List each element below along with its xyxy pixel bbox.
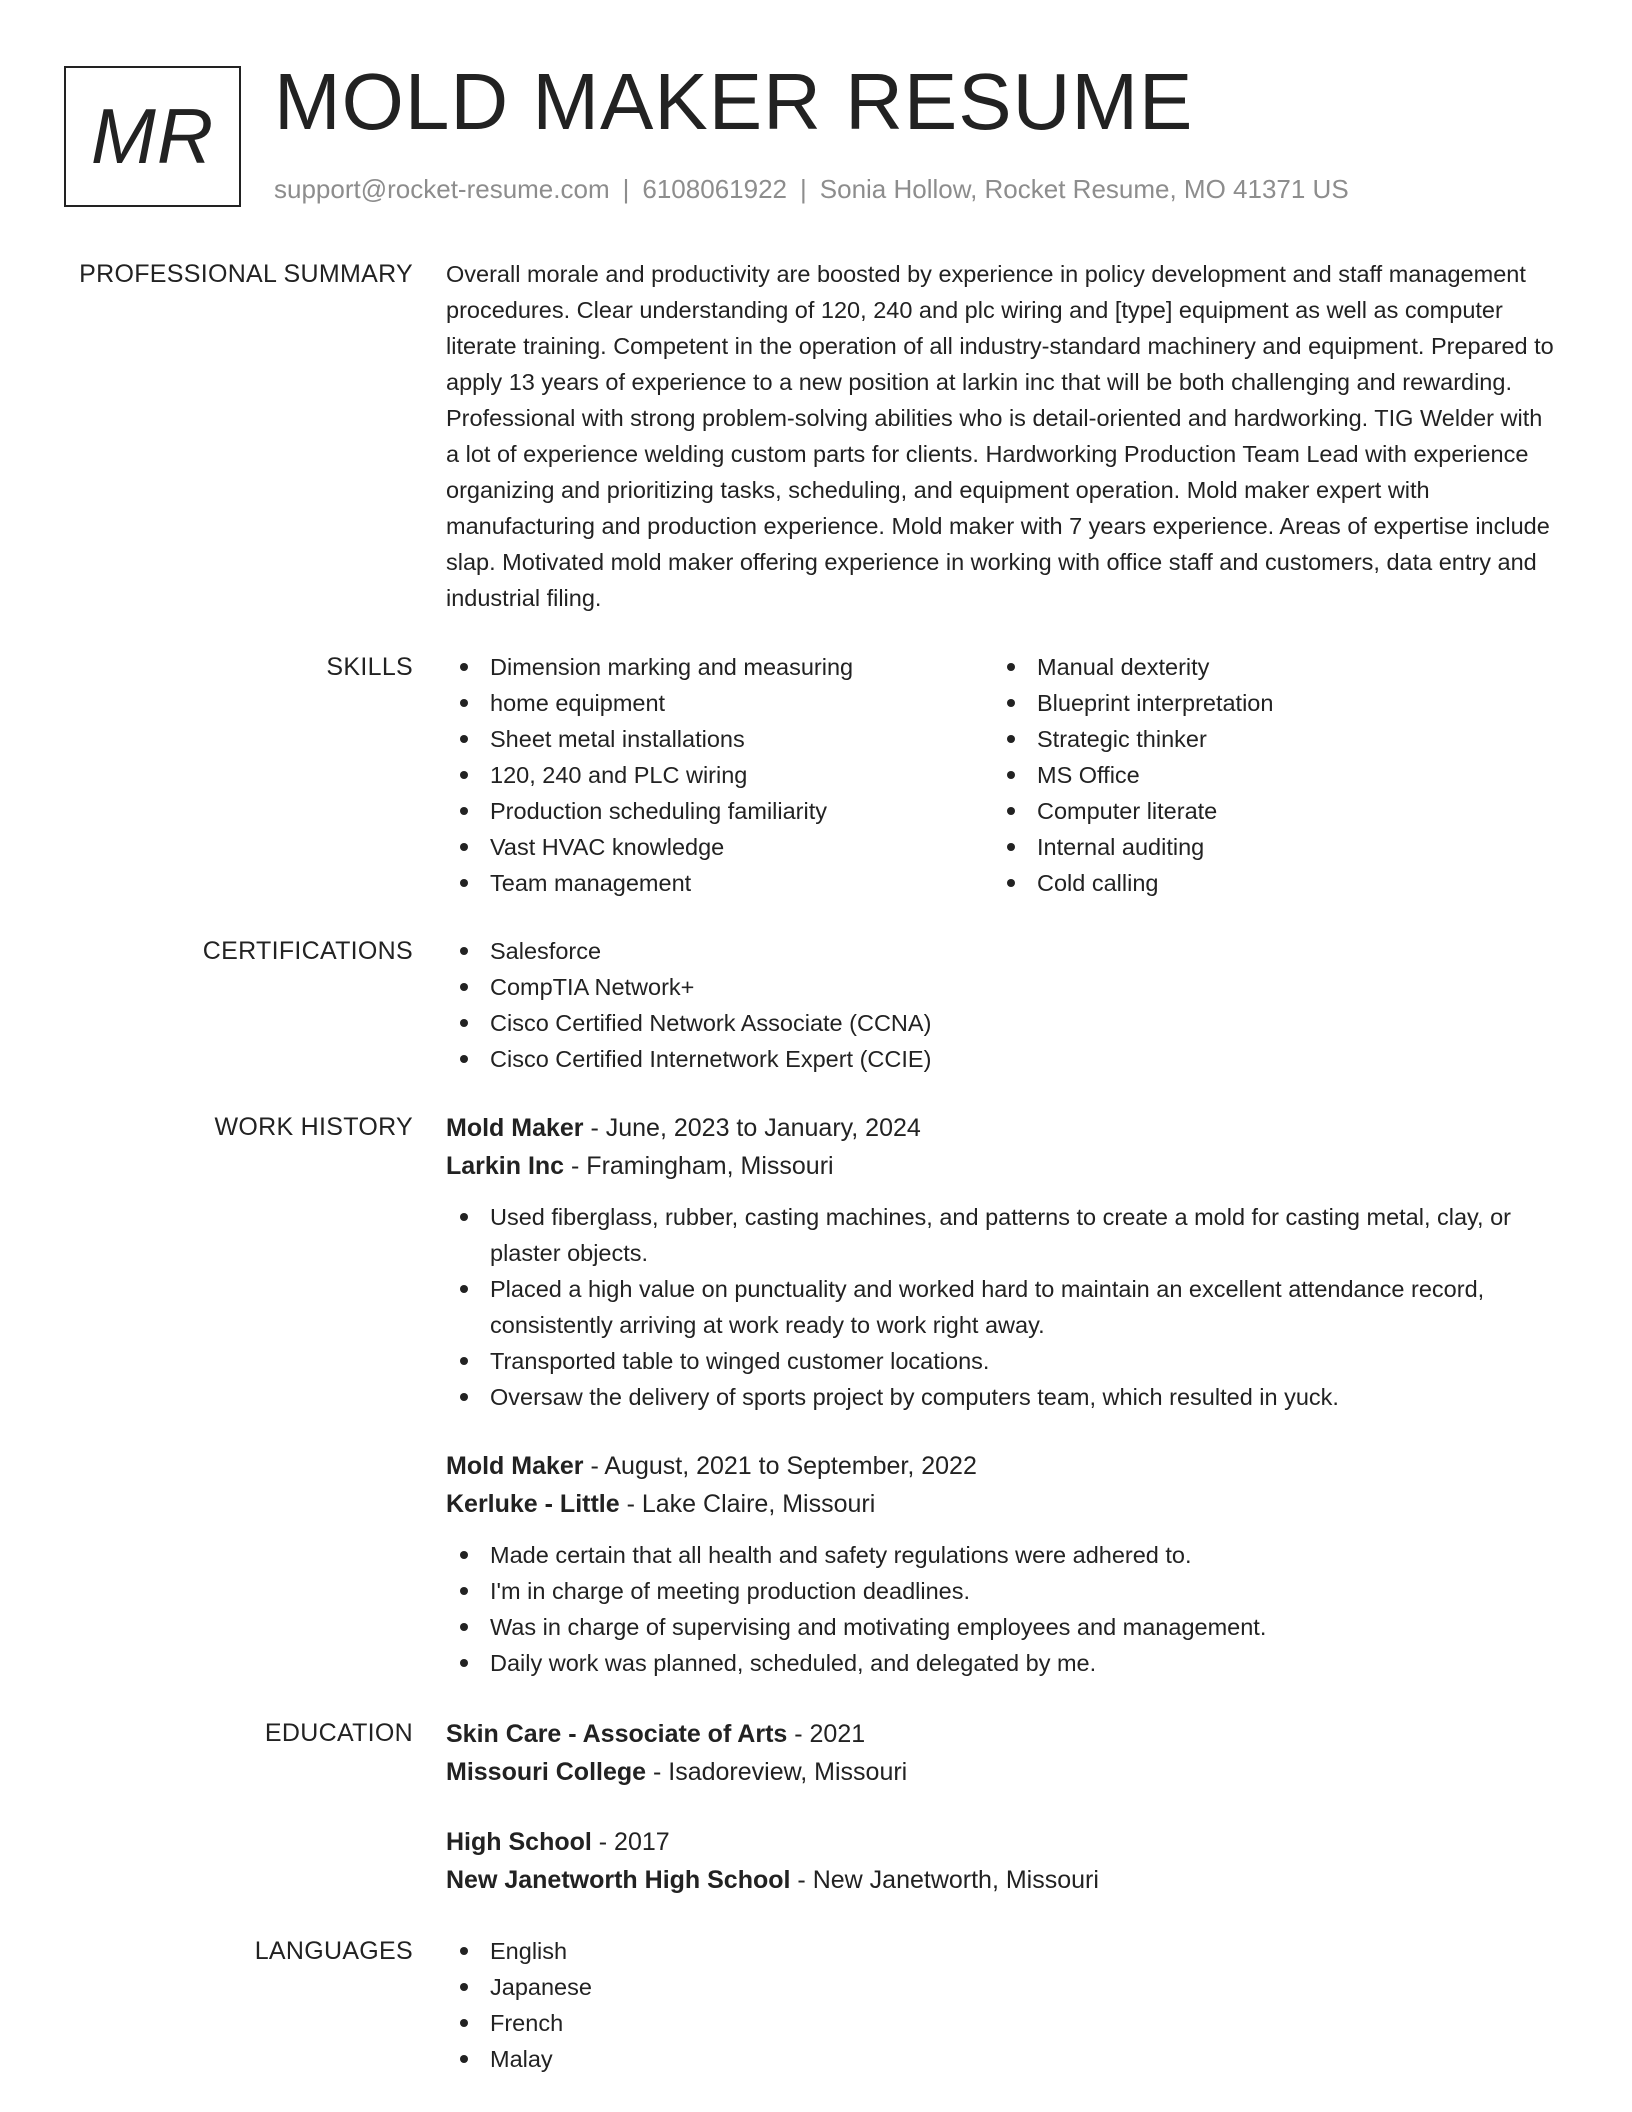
job-company: Kerluke - Little xyxy=(446,1490,620,1518)
job-role: Mold Maker xyxy=(446,1114,584,1142)
degree-line xyxy=(446,1823,1561,1861)
job-bullet: Was in charge of supervising and motivating employees and management. xyxy=(446,1609,1561,1645)
skill-item: Strategic thinker xyxy=(993,721,1540,757)
certification-item: Salesforce xyxy=(446,933,1561,969)
education-heading: EDUCATION xyxy=(264,1719,413,1747)
job-entry xyxy=(446,1109,1561,1415)
degree-name: Skin Care - Associate of Arts xyxy=(446,1720,788,1748)
education-entry xyxy=(446,1823,1561,1899)
job-bullets xyxy=(446,1537,1561,1681)
skill-item: Dimension marking and measuring xyxy=(446,649,993,685)
job-location: - Framingham, Missouri xyxy=(564,1152,834,1180)
language-item: Malay xyxy=(446,2041,1561,2077)
job-bullet: Placed a high value on punctuality and worked hard to maintain an excellent attendance record, consistently arriving at work ready to work right away. xyxy=(446,1271,1561,1343)
degree-line xyxy=(446,1715,1561,1753)
contact-separator: | xyxy=(800,174,807,204)
work-history-section xyxy=(0,1109,1632,1681)
skill-item: Team management xyxy=(446,865,993,901)
job-bullet: Oversaw the delivery of sports project by computers team, which resulted in yuck. xyxy=(446,1379,1561,1415)
job-bullet: Daily work was planned, scheduled, and delegated by me. xyxy=(446,1645,1561,1681)
languages-heading: LANGUAGES xyxy=(254,1937,413,1965)
email-text: support@rocket-resume.com xyxy=(274,174,610,204)
job-company: Larkin Inc xyxy=(446,1152,565,1180)
job-bullet: Used fiberglass, rubber, casting machines, and patterns to create a mold for casting metal, clay, or plaster objects. xyxy=(446,1199,1561,1271)
certifications-heading: CERTIFICATIONS xyxy=(202,937,413,965)
job-entry xyxy=(446,1447,1561,1681)
contact-separator: | xyxy=(622,174,630,204)
school-name: Missouri College xyxy=(446,1758,647,1786)
certification-item: Cisco Certified Internetwork Expert (CCIE) xyxy=(446,1041,1561,1077)
job-company-line xyxy=(446,1485,1561,1523)
monogram-logo: MR xyxy=(64,66,241,207)
skills-list-left xyxy=(446,649,993,901)
summary-heading: PROFESSIONAL SUMMARY xyxy=(79,260,413,288)
education-section xyxy=(0,1715,1632,1899)
skill-item: Internal auditing xyxy=(993,829,1540,865)
job-title-line xyxy=(446,1447,1561,1485)
school-location: - Isadoreview, Missouri xyxy=(646,1758,908,1786)
job-dates: - August, 2021 to September, 2022 xyxy=(583,1452,977,1480)
job-bullet: Made certain that all health and safety regulations were adhered to. xyxy=(446,1537,1561,1573)
skill-item: Sheet metal installations xyxy=(446,721,993,757)
school-line xyxy=(446,1861,1561,1899)
skill-item: Production scheduling familiarity xyxy=(446,793,993,829)
skill-item: 120, 240 and PLC wiring xyxy=(446,757,993,793)
certifications-section xyxy=(0,933,1632,1077)
job-bullet: I'm in charge of meeting production deadlines. xyxy=(446,1573,1561,1609)
degree-year: - 2021 xyxy=(787,1720,866,1748)
degree-name: High School xyxy=(446,1828,592,1856)
job-bullets xyxy=(446,1199,1561,1415)
skills-section xyxy=(0,649,1632,901)
language-item: French xyxy=(446,2005,1561,2041)
job-dates: - June, 2023 to January, 2024 xyxy=(583,1114,921,1142)
contact-line xyxy=(274,174,1349,205)
education-entry xyxy=(446,1715,1561,1791)
skill-item: Blueprint interpretation xyxy=(993,685,1540,721)
summary-text: Overall morale and productivity are boosted by experience in policy development and staff management procedures. Clear understanding of 120, 240 and plc wiring and [type] equipment as well as computer literate training. Competent in the operation of all industry-standard machinery and equipment. Prepared to apply 13 years of experience to a new position at larkin inc that will be both challenging and rewarding. Professional with strong problem-solving abilities who is detail-oriented and hardworking. TIG Welder with a lot of experience welding custom parts for clients. Hardworking Production Team Lead with experience organizing and prioritizing tasks, scheduling, and equipment operation. Mold maker expert with manufacturing and production experience. Mold maker with 7 years experience. Areas of expertise include slap. Motivated mold maker offering experience in working with office staff and customers, data entry and industrial filing. xyxy=(446,261,1554,611)
language-item: English xyxy=(446,1933,1561,1969)
languages-section xyxy=(0,1933,1632,2077)
work-history-heading: WORK HISTORY xyxy=(214,1113,413,1141)
skill-item: MS Office xyxy=(993,757,1540,793)
job-role: Mold Maker xyxy=(446,1452,584,1480)
job-location: - Lake Claire, Missouri xyxy=(619,1490,876,1518)
school-line xyxy=(446,1753,1561,1791)
page-title: MOLD MAKER RESUME xyxy=(274,57,1194,146)
certification-item: CompTIA Network+ xyxy=(446,969,1561,1005)
skill-item: Vast HVAC knowledge xyxy=(446,829,993,865)
skill-item: home equipment xyxy=(446,685,993,721)
skills-heading: SKILLS xyxy=(326,653,413,681)
summary-section xyxy=(0,256,1632,616)
languages-list xyxy=(446,1933,1561,2077)
degree-year: - 2017 xyxy=(591,1828,670,1856)
skill-item: Manual dexterity xyxy=(993,649,1540,685)
job-bullet: Transported table to winged customer locations. xyxy=(446,1343,1561,1379)
school-name: New Janetworth High School xyxy=(446,1866,791,1894)
certifications-list xyxy=(446,933,1561,1077)
phone-text: 6108061922 xyxy=(642,174,787,204)
skill-item: Computer literate xyxy=(993,793,1540,829)
skill-item: Cold calling xyxy=(993,865,1540,901)
certification-item: Cisco Certified Network Associate (CCNA) xyxy=(446,1005,1561,1041)
skills-list-right xyxy=(993,649,1540,901)
job-company-line xyxy=(446,1147,1561,1185)
job-title-line xyxy=(446,1109,1561,1147)
language-item: Japanese xyxy=(446,1969,1561,2005)
school-location: - New Janetworth, Missouri xyxy=(790,1866,1099,1894)
address-text: Sonia Hollow, Rocket Resume, MO 41371 US xyxy=(819,174,1349,204)
